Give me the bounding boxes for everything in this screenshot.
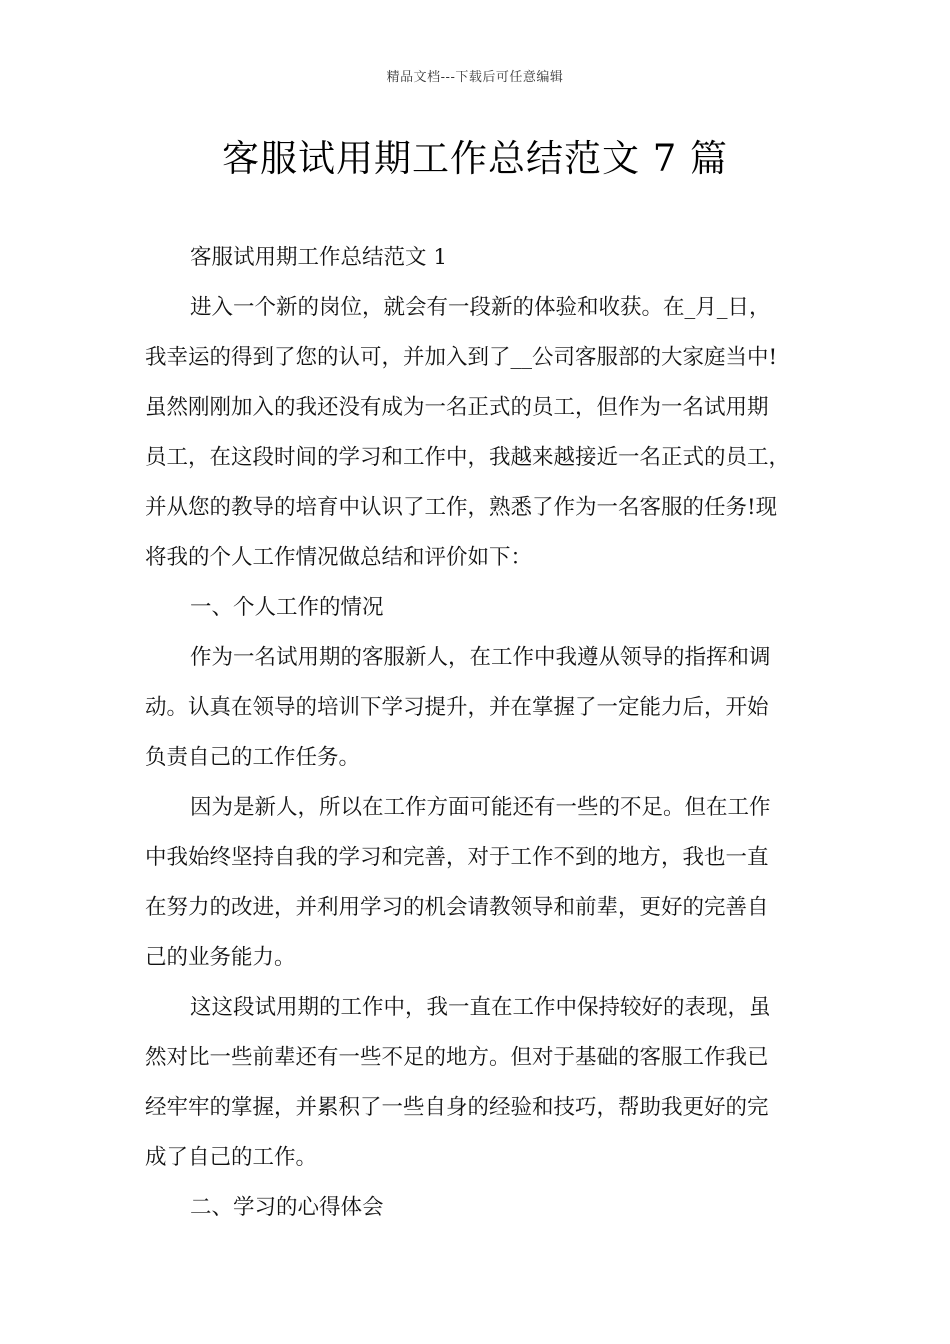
body-line: 虽然刚刚加入的我还没有成为一名正式的员工，但作为一名试用期 bbox=[145, 395, 769, 420]
body-line: 并从您的教导的培育中认识了工作，熟悉了作为一名客服的任务!现 bbox=[145, 495, 778, 520]
body-line: 进入一个新的岗位，就会有一段新的体验和收获。在_月_日， bbox=[190, 295, 771, 320]
body-line: 作为一名试用期的客服新人，在工作中我遵从领导的指挥和调 bbox=[190, 645, 771, 670]
body-line: 负责自己的工作任务。 bbox=[145, 745, 361, 770]
section-heading: 一、个人工作的情况 bbox=[190, 595, 384, 620]
section-heading: 二、学习的心得体会 bbox=[190, 1195, 384, 1220]
body-line: 然对比一些前辈还有一些不足的地方。但对于基础的客服工作我已 bbox=[145, 1045, 769, 1070]
body-line: 中我始终坚持自我的学习和完善，对于工作不到的地方，我也一直 bbox=[145, 845, 769, 870]
body-line: 经牢牢的掌握，并累积了一些自身的经验和技巧，帮助我更好的完 bbox=[145, 1095, 769, 1120]
document-body bbox=[145, 233, 825, 1233]
document-title: 客服试用期工作总结范文 7 篇 bbox=[221, 137, 729, 180]
section-heading: 客服试用期工作总结范文 1 bbox=[190, 245, 448, 270]
body-line: 我幸运的得到了您的认可，并加入到了__公司客服部的大家庭当中! bbox=[145, 345, 778, 370]
body-line: 因为是新人，所以在工作方面可能还有一些的不足。但在工作 bbox=[190, 795, 771, 820]
body-line: 这这段试用期的工作中，我一直在工作中保持较好的表现，虽 bbox=[190, 995, 771, 1020]
header-note: 精品文档---下载后可任意编辑 bbox=[386, 70, 564, 85]
body-line: 将我的个人工作情况做总结和评价如下： bbox=[145, 545, 533, 570]
body-line: 成了自己的工作。 bbox=[145, 1145, 318, 1170]
body-line: 己的业务能力。 bbox=[145, 945, 296, 970]
body-line: 在努力的改进，并利用学习的机会请教领导和前辈，更好的完善自 bbox=[145, 895, 769, 920]
body-line: 员工，在这段时间的学习和工作中，我越来越接近一名正式的员工， bbox=[145, 445, 791, 470]
body-line: 动。认真在领导的培训下学习提升，并在掌握了一定能力后，开始 bbox=[145, 695, 769, 720]
